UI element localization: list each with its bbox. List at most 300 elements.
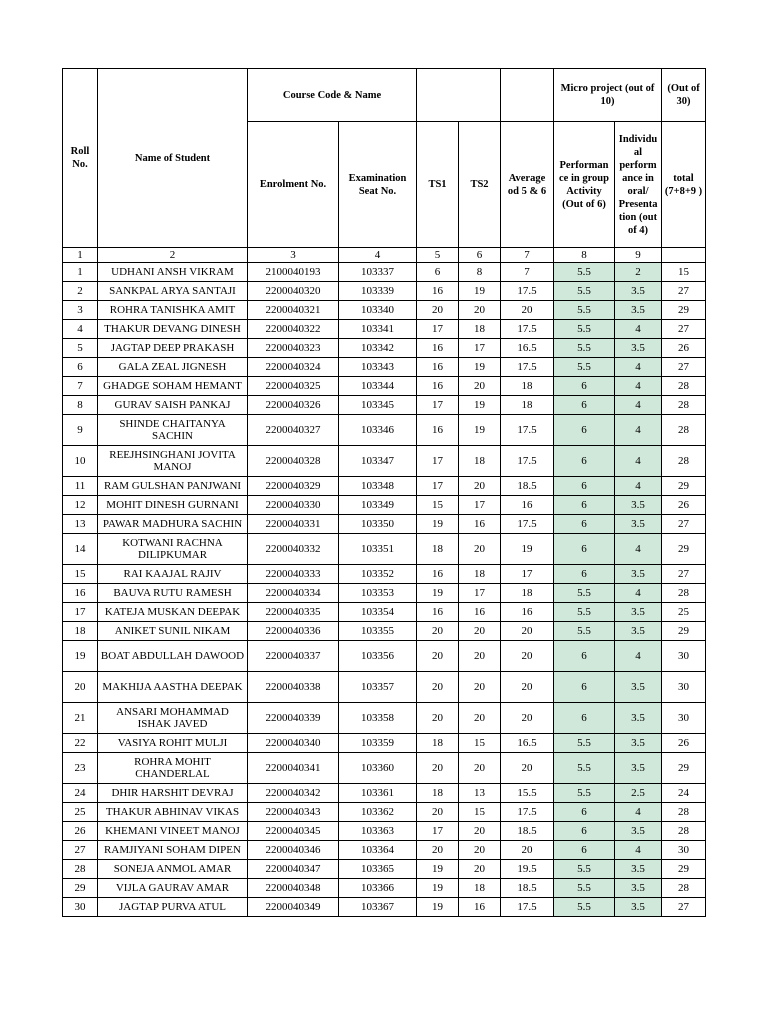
ts1-cell: 19 (417, 860, 459, 879)
enrolment-no-cell: 2200040329 (248, 477, 339, 496)
ts1-cell: 19 (417, 515, 459, 534)
total-cell: 30 (662, 641, 706, 672)
table-row (63, 358, 706, 377)
student-name-cell: SHINDE CHAITANYA SACHIN (98, 415, 248, 446)
total-cell: 27 (662, 898, 706, 917)
table-row (63, 584, 706, 603)
enrolment-no-cell: 2200040340 (248, 734, 339, 753)
total-cell: 29 (662, 753, 706, 784)
table-row (63, 282, 706, 301)
table-row (63, 565, 706, 584)
ts2-cell: 19 (459, 396, 501, 415)
total-cell: 15 (662, 263, 706, 282)
average-cell: 7 (501, 263, 554, 282)
ts1-cell: 20 (417, 803, 459, 822)
average-cell: 17.5 (501, 282, 554, 301)
table-row (63, 822, 706, 841)
roll-no-cell: 7 (63, 377, 98, 396)
header-individual-performance: Individu al perform ance in oral/ Presenta tion (out of 4) (615, 122, 662, 248)
table-row (63, 603, 706, 622)
average-cell: 17.5 (501, 358, 554, 377)
ts2-cell: 20 (459, 753, 501, 784)
group-activity-cell: 6 (554, 641, 615, 672)
seat-no-cell: 103346 (339, 415, 417, 446)
group-activity-cell: 5.5 (554, 603, 615, 622)
group-activity-cell: 6 (554, 534, 615, 565)
ts2-cell: 20 (459, 622, 501, 641)
seat-no-cell: 103342 (339, 339, 417, 358)
roll-no-cell: 26 (63, 822, 98, 841)
student-name-cell: PAWAR MADHURA SACHIN (98, 515, 248, 534)
average-cell: 20 (501, 841, 554, 860)
total-cell: 27 (662, 515, 706, 534)
ts1-cell: 16 (417, 377, 459, 396)
ts2-cell: 20 (459, 672, 501, 703)
individual-performance-cell: 4 (615, 446, 662, 477)
roll-no-cell: 22 (63, 734, 98, 753)
group-activity-cell: 5.5 (554, 879, 615, 898)
seat-no-cell: 103354 (339, 603, 417, 622)
individual-performance-cell: 3.5 (615, 753, 662, 784)
ts1-cell: 6 (417, 263, 459, 282)
ts2-cell: 18 (459, 320, 501, 339)
seat-no-cell: 103339 (339, 282, 417, 301)
total-cell: 28 (662, 415, 706, 446)
enrolment-no-cell: 2200040322 (248, 320, 339, 339)
roll-no-cell: 4 (63, 320, 98, 339)
table-row (63, 339, 706, 358)
ts2-cell: 20 (459, 841, 501, 860)
group-activity-cell: 6 (554, 515, 615, 534)
individual-performance-cell: 4 (615, 534, 662, 565)
seat-no-cell: 103363 (339, 822, 417, 841)
roll-no-cell: 15 (63, 565, 98, 584)
column-number: 3 (248, 248, 339, 263)
average-cell: 17.5 (501, 803, 554, 822)
student-name-cell: KATEJA MUSKAN DEEPAK (98, 603, 248, 622)
ts2-cell: 19 (459, 282, 501, 301)
ts2-cell: 20 (459, 703, 501, 734)
ts1-cell: 19 (417, 879, 459, 898)
total-cell: 30 (662, 703, 706, 734)
seat-no-cell: 103345 (339, 396, 417, 415)
table-row (63, 515, 706, 534)
group-activity-cell: 6 (554, 446, 615, 477)
header-average: Average od 5 & 6 (501, 122, 554, 248)
enrolment-no-cell: 2200040328 (248, 446, 339, 477)
seat-no-cell: 103349 (339, 496, 417, 515)
ts1-cell: 19 (417, 584, 459, 603)
total-cell: 27 (662, 282, 706, 301)
table-row (63, 841, 706, 860)
total-cell: 27 (662, 320, 706, 339)
enrolment-no-cell: 2200040339 (248, 703, 339, 734)
enrolment-no-cell: 2200040330 (248, 496, 339, 515)
average-cell: 16.5 (501, 734, 554, 753)
roll-no-cell: 20 (63, 672, 98, 703)
individual-performance-cell: 3.5 (615, 282, 662, 301)
ts1-cell: 19 (417, 898, 459, 917)
roll-no-cell: 30 (63, 898, 98, 917)
ts2-cell: 20 (459, 301, 501, 320)
total-cell: 28 (662, 822, 706, 841)
total-cell: 28 (662, 879, 706, 898)
table-row (63, 301, 706, 320)
group-activity-cell: 6 (554, 377, 615, 396)
group-activity-cell: 5.5 (554, 753, 615, 784)
student-name-cell: RAI KAAJAL RAJIV (98, 565, 248, 584)
ts2-cell: 16 (459, 898, 501, 917)
ts1-cell: 20 (417, 841, 459, 860)
individual-performance-cell: 3.5 (615, 822, 662, 841)
ts2-cell: 17 (459, 496, 501, 515)
ts1-cell: 16 (417, 415, 459, 446)
ts1-cell: 20 (417, 301, 459, 320)
group-activity-cell: 6 (554, 565, 615, 584)
roll-no-cell: 23 (63, 753, 98, 784)
student-name-cell: GALA ZEAL JIGNESH (98, 358, 248, 377)
student-name-cell: KOTWANI RACHNA DILIPKUMAR (98, 534, 248, 565)
table-row (63, 703, 706, 734)
student-name-cell: ANSARI MOHAMMAD ISHAK JAVED (98, 703, 248, 734)
average-cell: 18 (501, 396, 554, 415)
enrolment-no-cell: 2200040337 (248, 641, 339, 672)
average-cell: 16.5 (501, 339, 554, 358)
ts1-cell: 16 (417, 358, 459, 377)
total-cell: 28 (662, 803, 706, 822)
enrolment-no-cell: 2200040326 (248, 396, 339, 415)
roll-no-cell: 8 (63, 396, 98, 415)
average-cell: 20 (501, 301, 554, 320)
individual-performance-cell: 2.5 (615, 784, 662, 803)
seat-no-cell: 103364 (339, 841, 417, 860)
seat-no-cell: 103340 (339, 301, 417, 320)
seat-no-cell: 103353 (339, 584, 417, 603)
roll-no-cell: 1 (63, 263, 98, 282)
individual-performance-cell: 4 (615, 415, 662, 446)
column-number (662, 248, 706, 263)
individual-performance-cell: 3.5 (615, 339, 662, 358)
ts2-cell: 16 (459, 603, 501, 622)
individual-performance-cell: 4 (615, 641, 662, 672)
total-cell: 26 (662, 339, 706, 358)
enrolment-no-cell: 2200040331 (248, 515, 339, 534)
student-name-cell: JAGTAP DEEP PRAKASH (98, 339, 248, 358)
average-cell: 20 (501, 641, 554, 672)
seat-no-cell: 103347 (339, 446, 417, 477)
roll-no-cell: 13 (63, 515, 98, 534)
enrolment-no-cell: 2200040325 (248, 377, 339, 396)
individual-performance-cell: 3.5 (615, 565, 662, 584)
roll-no-cell: 6 (63, 358, 98, 377)
individual-performance-cell: 4 (615, 320, 662, 339)
enrolment-no-cell: 2200040345 (248, 822, 339, 841)
group-activity-cell: 6 (554, 803, 615, 822)
total-cell: 29 (662, 477, 706, 496)
student-name-cell: MAKHIJA AASTHA DEEPAK (98, 672, 248, 703)
enrolment-no-cell: 2200040320 (248, 282, 339, 301)
column-number: 7 (501, 248, 554, 263)
enrolment-no-cell: 2200040327 (248, 415, 339, 446)
header-micro-project: Micro project (out of 10) (554, 69, 662, 122)
column-number: 2 (98, 248, 248, 263)
total-cell: 30 (662, 841, 706, 860)
group-activity-cell: 6 (554, 822, 615, 841)
table-row (63, 753, 706, 784)
enrolment-no-cell: 2200040347 (248, 860, 339, 879)
table-row (63, 415, 706, 446)
ts2-cell: 18 (459, 879, 501, 898)
enrolment-no-cell: 2200040349 (248, 898, 339, 917)
total-cell: 24 (662, 784, 706, 803)
seat-no-cell: 103357 (339, 672, 417, 703)
average-cell: 16 (501, 496, 554, 515)
total-cell: 30 (662, 672, 706, 703)
column-number: 6 (459, 248, 501, 263)
average-cell: 17.5 (501, 415, 554, 446)
individual-performance-cell: 3.5 (615, 496, 662, 515)
individual-performance-cell: 4 (615, 377, 662, 396)
individual-performance-cell: 4 (615, 358, 662, 377)
average-cell: 18.5 (501, 879, 554, 898)
group-activity-cell: 5.5 (554, 282, 615, 301)
roll-no-cell: 29 (63, 879, 98, 898)
student-name-cell: BAUVA RUTU RAMESH (98, 584, 248, 603)
table-row (63, 534, 706, 565)
ts2-cell: 20 (459, 477, 501, 496)
individual-performance-cell: 3.5 (615, 703, 662, 734)
table-row (63, 672, 706, 703)
total-cell: 29 (662, 860, 706, 879)
average-cell: 17.5 (501, 446, 554, 477)
individual-performance-cell: 4 (615, 396, 662, 415)
header-out-of-30: (Out of 30) (662, 69, 706, 122)
student-name-cell: UDHANI ANSH VIKRAM (98, 263, 248, 282)
total-cell: 29 (662, 301, 706, 320)
student-name-cell: SONEJA ANMOL AMAR (98, 860, 248, 879)
enrolment-no-cell: 2200040338 (248, 672, 339, 703)
average-cell: 20 (501, 753, 554, 784)
enrolment-no-cell: 2200040321 (248, 301, 339, 320)
ts2-cell: 17 (459, 584, 501, 603)
average-cell: 18 (501, 377, 554, 396)
seat-no-cell: 103348 (339, 477, 417, 496)
ts2-cell: 20 (459, 641, 501, 672)
student-name-cell: KHEMANI VINEET MANOJ (98, 822, 248, 841)
seat-no-cell: 103356 (339, 641, 417, 672)
group-activity-cell: 6 (554, 496, 615, 515)
seat-no-cell: 103343 (339, 358, 417, 377)
header-name-of-student: Name of Student (98, 69, 248, 248)
table-row (63, 320, 706, 339)
seat-no-cell: 103366 (339, 879, 417, 898)
ts2-cell: 18 (459, 446, 501, 477)
ts1-cell: 20 (417, 641, 459, 672)
seat-no-cell: 103358 (339, 703, 417, 734)
enrolment-no-cell: 2200040333 (248, 565, 339, 584)
table-row (63, 784, 706, 803)
enrolment-no-cell: 2200040334 (248, 584, 339, 603)
column-number: 9 (615, 248, 662, 263)
header-course-code-name: Course Code & Name (248, 69, 417, 122)
group-activity-cell: 5.5 (554, 320, 615, 339)
table-row (63, 734, 706, 753)
individual-performance-cell: 3.5 (615, 603, 662, 622)
table-row (63, 446, 706, 477)
ts2-cell: 15 (459, 803, 501, 822)
seat-no-cell: 103351 (339, 534, 417, 565)
average-cell: 17 (501, 565, 554, 584)
table-row (63, 803, 706, 822)
average-cell: 17.5 (501, 515, 554, 534)
total-cell: 29 (662, 534, 706, 565)
ts1-cell: 20 (417, 622, 459, 641)
table-row (63, 263, 706, 282)
seat-no-cell: 103341 (339, 320, 417, 339)
group-activity-cell: 6 (554, 396, 615, 415)
average-cell: 20 (501, 672, 554, 703)
ts2-cell: 20 (459, 377, 501, 396)
ts1-cell: 18 (417, 534, 459, 565)
table-row (63, 879, 706, 898)
column-number: 4 (339, 248, 417, 263)
student-name-cell: SANKPAL ARYA SANTAJI (98, 282, 248, 301)
student-name-cell: BOAT ABDULLAH DAWOOD (98, 641, 248, 672)
student-name-cell: ROHRA MOHIT CHANDERLAL (98, 753, 248, 784)
group-activity-cell: 6 (554, 703, 615, 734)
ts1-cell: 16 (417, 282, 459, 301)
ts2-cell: 15 (459, 734, 501, 753)
enrolment-no-cell: 2200040324 (248, 358, 339, 377)
group-activity-cell: 5.5 (554, 263, 615, 282)
table-row (63, 641, 706, 672)
individual-performance-cell: 4 (615, 584, 662, 603)
seat-no-cell: 103359 (339, 734, 417, 753)
group-activity-cell: 5.5 (554, 584, 615, 603)
average-cell: 17.5 (501, 320, 554, 339)
ts1-cell: 18 (417, 734, 459, 753)
enrolment-no-cell: 2200040323 (248, 339, 339, 358)
marks-table (62, 68, 706, 917)
seat-no-cell: 103337 (339, 263, 417, 282)
student-name-cell: RAM GULSHAN PANJWANI (98, 477, 248, 496)
ts2-cell: 18 (459, 565, 501, 584)
header-ts2: TS2 (459, 122, 501, 248)
header-performance-group: Performan ce in group Activity (Out of 6) (554, 122, 615, 248)
student-name-cell: DHIR HARSHIT DEVRAJ (98, 784, 248, 803)
roll-no-cell: 9 (63, 415, 98, 446)
group-activity-cell: 5.5 (554, 339, 615, 358)
roll-no-cell: 27 (63, 841, 98, 860)
seat-no-cell: 103362 (339, 803, 417, 822)
individual-performance-cell: 3.5 (615, 898, 662, 917)
table-row (63, 496, 706, 515)
group-activity-cell: 5.5 (554, 734, 615, 753)
group-activity-cell: 5.5 (554, 301, 615, 320)
student-name-cell: GURAV SAISH PANKAJ (98, 396, 248, 415)
group-activity-cell: 5.5 (554, 358, 615, 377)
student-name-cell: RAMJIYANI SOHAM DIPEN (98, 841, 248, 860)
ts1-cell: 16 (417, 565, 459, 584)
average-cell: 15.5 (501, 784, 554, 803)
average-cell: 18.5 (501, 822, 554, 841)
header-exam-seat-no: Examination Seat No. (339, 122, 417, 248)
total-cell: 28 (662, 446, 706, 477)
student-name-cell: JAGTAP PURVA ATUL (98, 898, 248, 917)
roll-no-cell: 24 (63, 784, 98, 803)
ts2-cell: 19 (459, 358, 501, 377)
ts1-cell: 17 (417, 396, 459, 415)
average-cell: 19 (501, 534, 554, 565)
ts1-cell: 17 (417, 446, 459, 477)
individual-performance-cell: 3.5 (615, 734, 662, 753)
seat-no-cell: 103352 (339, 565, 417, 584)
total-cell: 26 (662, 734, 706, 753)
roll-no-cell: 28 (63, 860, 98, 879)
table-row (63, 396, 706, 415)
enrolment-no-cell: 2200040346 (248, 841, 339, 860)
enrolment-no-cell: 2200040341 (248, 753, 339, 784)
total-cell: 26 (662, 496, 706, 515)
ts2-cell: 20 (459, 860, 501, 879)
seat-no-cell: 103367 (339, 898, 417, 917)
table-row (63, 377, 706, 396)
roll-no-cell: 3 (63, 301, 98, 320)
individual-performance-cell: 3.5 (615, 301, 662, 320)
average-cell: 18 (501, 584, 554, 603)
average-cell: 20 (501, 622, 554, 641)
header-empty-ts (417, 69, 501, 122)
average-cell: 19.5 (501, 860, 554, 879)
ts2-cell: 8 (459, 263, 501, 282)
ts1-cell: 17 (417, 822, 459, 841)
table-row (63, 898, 706, 917)
student-name-cell: ROHRA TANISHKA AMIT (98, 301, 248, 320)
column-number-row (63, 248, 706, 263)
individual-performance-cell: 3.5 (615, 860, 662, 879)
roll-no-cell: 12 (63, 496, 98, 515)
average-cell: 18.5 (501, 477, 554, 496)
student-name-cell: GHADGE SOHAM HEMANT (98, 377, 248, 396)
average-cell: 20 (501, 703, 554, 734)
ts1-cell: 20 (417, 672, 459, 703)
roll-no-cell: 5 (63, 339, 98, 358)
ts1-cell: 17 (417, 477, 459, 496)
enrolment-no-cell: 2100040193 (248, 263, 339, 282)
student-name-cell: VASIYA ROHIT MULJI (98, 734, 248, 753)
roll-no-cell: 21 (63, 703, 98, 734)
header-empty-avg (501, 69, 554, 122)
column-number: 5 (417, 248, 459, 263)
seat-no-cell: 103365 (339, 860, 417, 879)
header-ts1: TS1 (417, 122, 459, 248)
table-row (63, 477, 706, 496)
group-activity-cell: 6 (554, 415, 615, 446)
roll-no-cell: 16 (63, 584, 98, 603)
ts1-cell: 20 (417, 753, 459, 784)
group-activity-cell: 5.5 (554, 622, 615, 641)
average-cell: 17.5 (501, 898, 554, 917)
total-cell: 28 (662, 396, 706, 415)
total-cell: 29 (662, 622, 706, 641)
roll-no-cell: 17 (63, 603, 98, 622)
seat-no-cell: 103360 (339, 753, 417, 784)
seat-no-cell: 103361 (339, 784, 417, 803)
column-number: 8 (554, 248, 615, 263)
header-total: total (7+8+9 ) (662, 122, 706, 248)
column-number: 1 (63, 248, 98, 263)
individual-performance-cell: 3.5 (615, 672, 662, 703)
